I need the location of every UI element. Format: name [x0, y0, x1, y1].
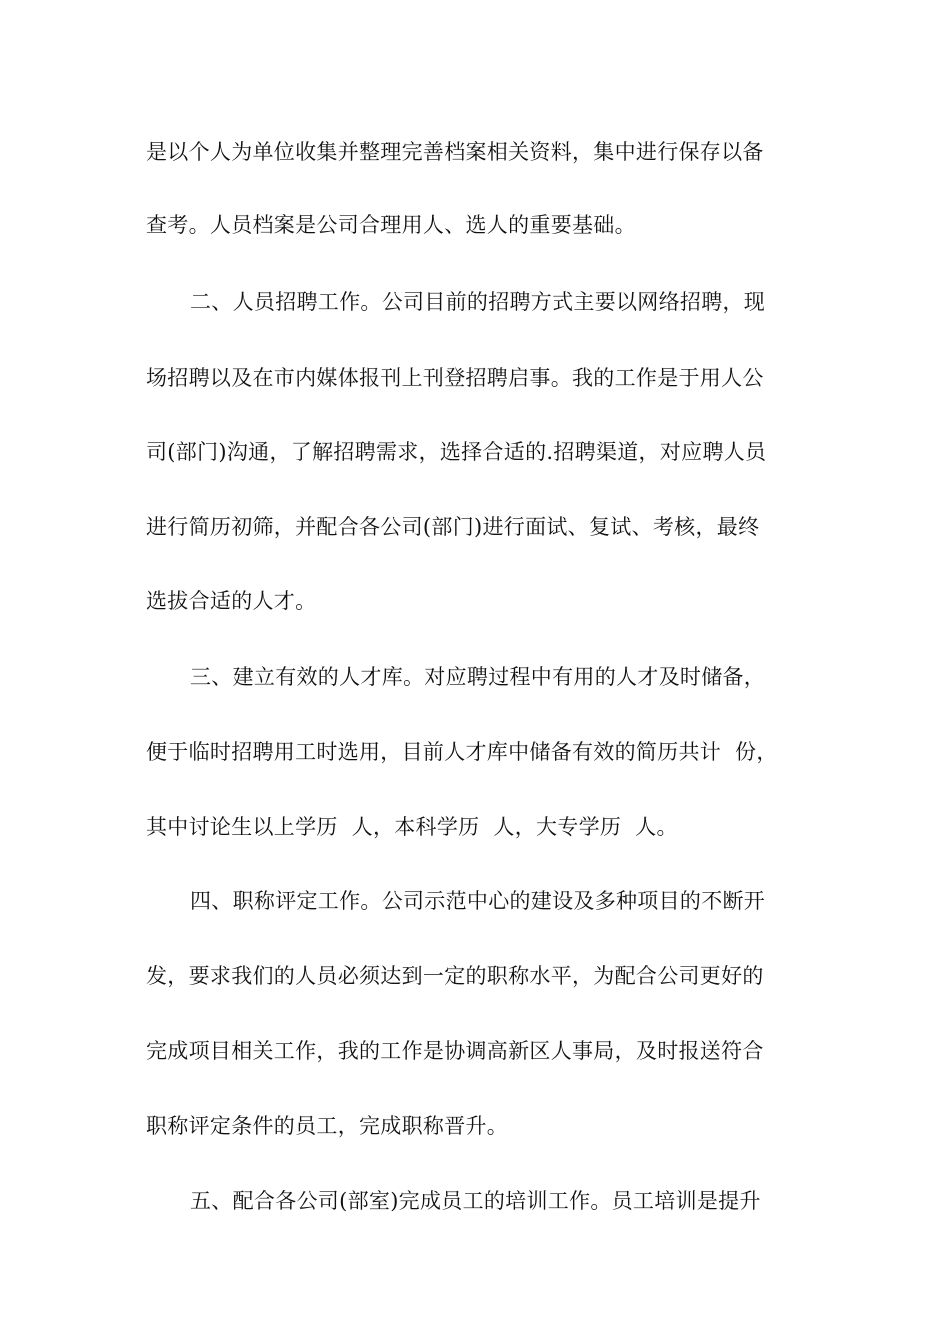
- section-heading-line: 四、职称评定工作。公司示范中心的建设及多种项目的不断开: [190, 889, 766, 913]
- paragraph-line: 场招聘以及在市内媒体报刊上刊登招聘启事。我的工作是于用人公: [146, 366, 764, 390]
- paragraph-line: 司(部门)沟通，了解招聘需求，选择合适的.招聘渠道，对应聘人员: [146, 440, 767, 464]
- section-heading-line: 二、人员招聘工作。公司目前的招聘方式主要以网络招聘，现: [190, 290, 766, 314]
- paragraph-line: 发，要求我们的人员必须达到一定的职称水平，为配合公司更好的: [146, 964, 764, 988]
- section-heading-line: 五、配合各公司(部室)完成员工的培训工作。员工培训是提升: [190, 1189, 761, 1213]
- paragraph-line: 选拔合适的人才。: [146, 589, 317, 613]
- paragraph-line: 是以个人为单位收集并整理完善档案相关资料，集中进行保存以备: [146, 140, 764, 164]
- paragraph-line: 便于临时招聘用工时选用，目前人才库中储备有效的简历共计 份，: [146, 740, 778, 764]
- section-heading-line: 三、建立有效的人才库。对应聘过程中有用的人才及时储备，: [190, 665, 766, 689]
- paragraph-line: 查考。人员档案是公司合理用人、选人的重要基础。: [146, 213, 636, 237]
- paragraph-line: 进行简历初筛，并配合各公司(部门)进行面试、复试、考核，最终: [146, 515, 760, 539]
- paragraph-line: 完成项目相关工作，我的工作是协调高新区人事局，及时报送符合: [146, 1039, 764, 1063]
- paragraph-line: 职称评定条件的员工，完成职称晋升。: [146, 1114, 509, 1138]
- paragraph-line: 其中讨论生以上学历 人，本科学历 人，大专学历 人。: [146, 815, 678, 839]
